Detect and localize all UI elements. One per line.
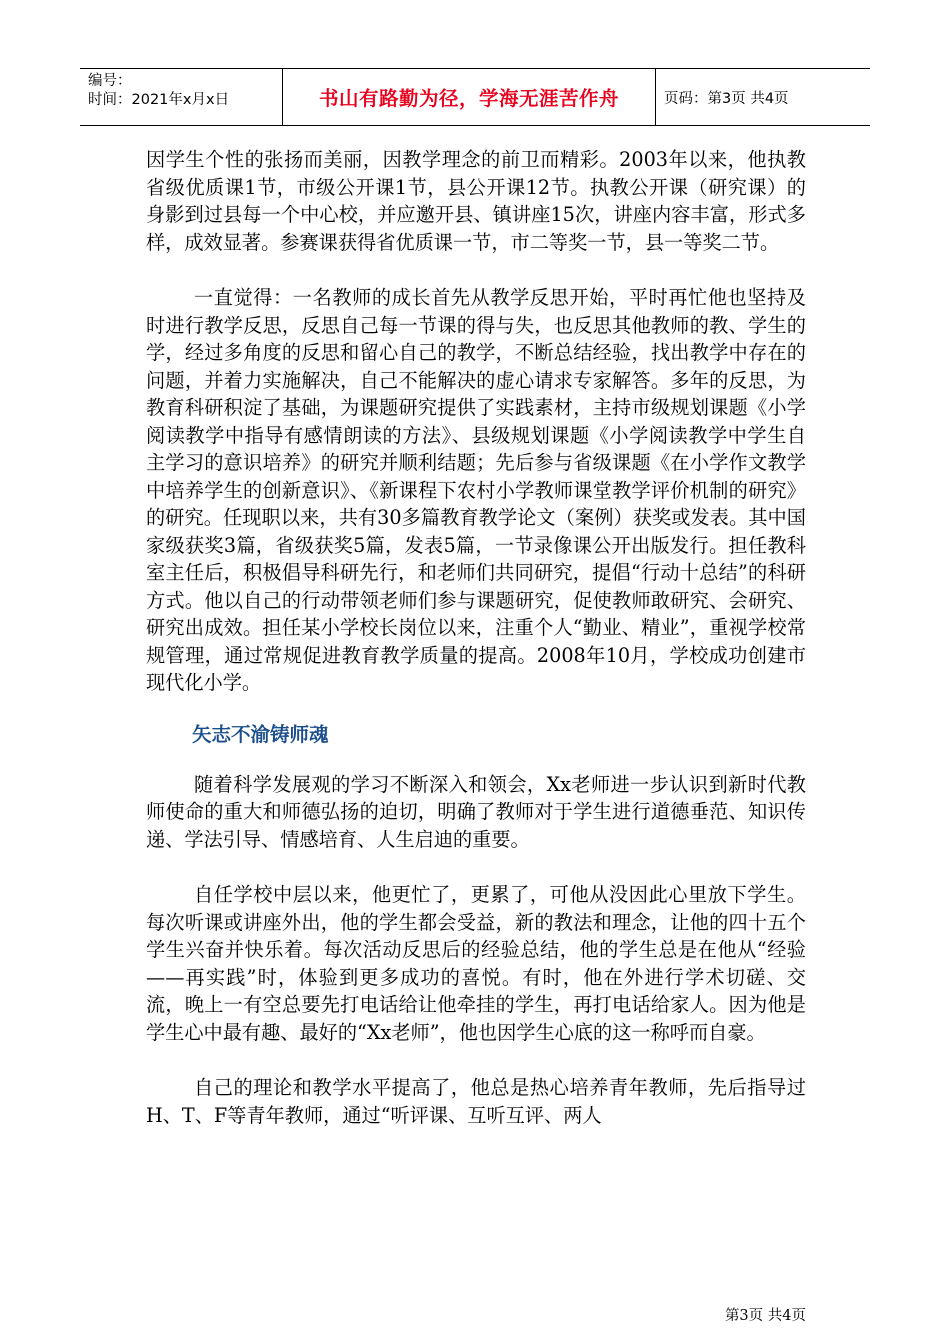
header-motto: 书山有路勤为径，学海无涯苦作舟 <box>283 69 656 125</box>
paragraph-5: 自己的理论和教学水平提高了，他总是热心培养青年教师，先后指导过H、T、F等青年教师，通过“听评课、互听互评、两人 <box>146 1076 806 1127</box>
section-title: 矢志不渝铸师魂 <box>192 722 329 746</box>
header-page-label: 页码：第3页 共4页 <box>664 90 789 107</box>
paragraph-1: 因学生个性的张扬而美丽，因教学理念的前卫而精彩。2003年以来，他执教省级优质课1节，市级公开课1节，县公开课12节。执教公开课（研究课）的身影到过县每一个中心校，并应邀开县、镇讲座15次，讲座内容丰富，形式多样，成效显著。参赛课获得省优质课一节，市二等奖一节，县一等奖二节。 <box>146 148 806 254</box>
paragraph-3: 随着科学发展观的学习不断深入和领会，Xx老师进一步认识到新时代教师使命的重大和师德弘扬的迫切，明确了教师对于学生进行道德垂范、知识传递、学法引导、情感培育、人生启迪的重要。 <box>146 772 806 851</box>
document-body <box>146 146 806 1129</box>
header-meta-cell <box>80 69 283 125</box>
page-footer: 第3页 共4页 <box>724 1308 806 1324</box>
document-number-label: 编号： <box>88 73 132 89</box>
page-header <box>80 68 870 126</box>
document-time-label: 时间：2021年x月x日 <box>88 92 230 108</box>
paragraph-2: 一直觉得：一名教师的成长首先从教学反思开始，平时再忙他也坚持及时进行教学反思，反思自己每一节课的得与失，也反思其他教师的教、学生的学，经过多角度的反思和留心自己的教学，不断总结经验，找出教学中存在的问题，并着力实施解决，自己不能解决的虚心请求专家解答。多年的反思，为教育科研积淀了基础，为课题研究提供了实践素材，主持市级规划课题《小学阅读教学中指导有感情朗读的方法》、县级规划课题《小学阅读教学中学生自主学习的意识培养》的研究并顺利结题；先后参与省级课题《在小学作文教学中培养学生的创新意识》、《新课程下农村小学教师课堂教学评价机制的研究》的研究。任现职以来，共有30多篇教育教学论文（案例）获奖或发表。其中国家级获奖3篇，省级获奖5篇，发表5篇，一节录像课公开出版发行。担任教科室主任后，积极倡导科研先行，和老师们共同研究，提倡“行动十总结”的科研方式。他以自己的行动带领老师们参与课题研究，促使教师敢研究、会研究、研究出成效。担任某小学校长岗位以来，注重个人“勤业、精业”，重视学校常规管理，通过常规促进教育教学质量的提高。2008年10月，学校成功创建市现代化小学。 <box>146 286 806 694</box>
paragraph-4: 自任学校中层以来，他更忙了，更累了，可他从没因此心里放下学生。每次听课或讲座外出，他的学生都会受益，新的教法和理念，让他的四十五个学生兴奋并快乐着。每次活动反思后的经验总结，他的学生总是在他从“经验——再实践”时，体验到更多成功的喜悦。有时，他在外进行学术切磋、交流，晚上一有空总要先打电话给让他牵挂的学生，再打电话给家人。因为他是学生心中最有趣、最好的“Xx老师”，他也因学生心底的这一称呼而自豪。 <box>146 883 806 1044</box>
